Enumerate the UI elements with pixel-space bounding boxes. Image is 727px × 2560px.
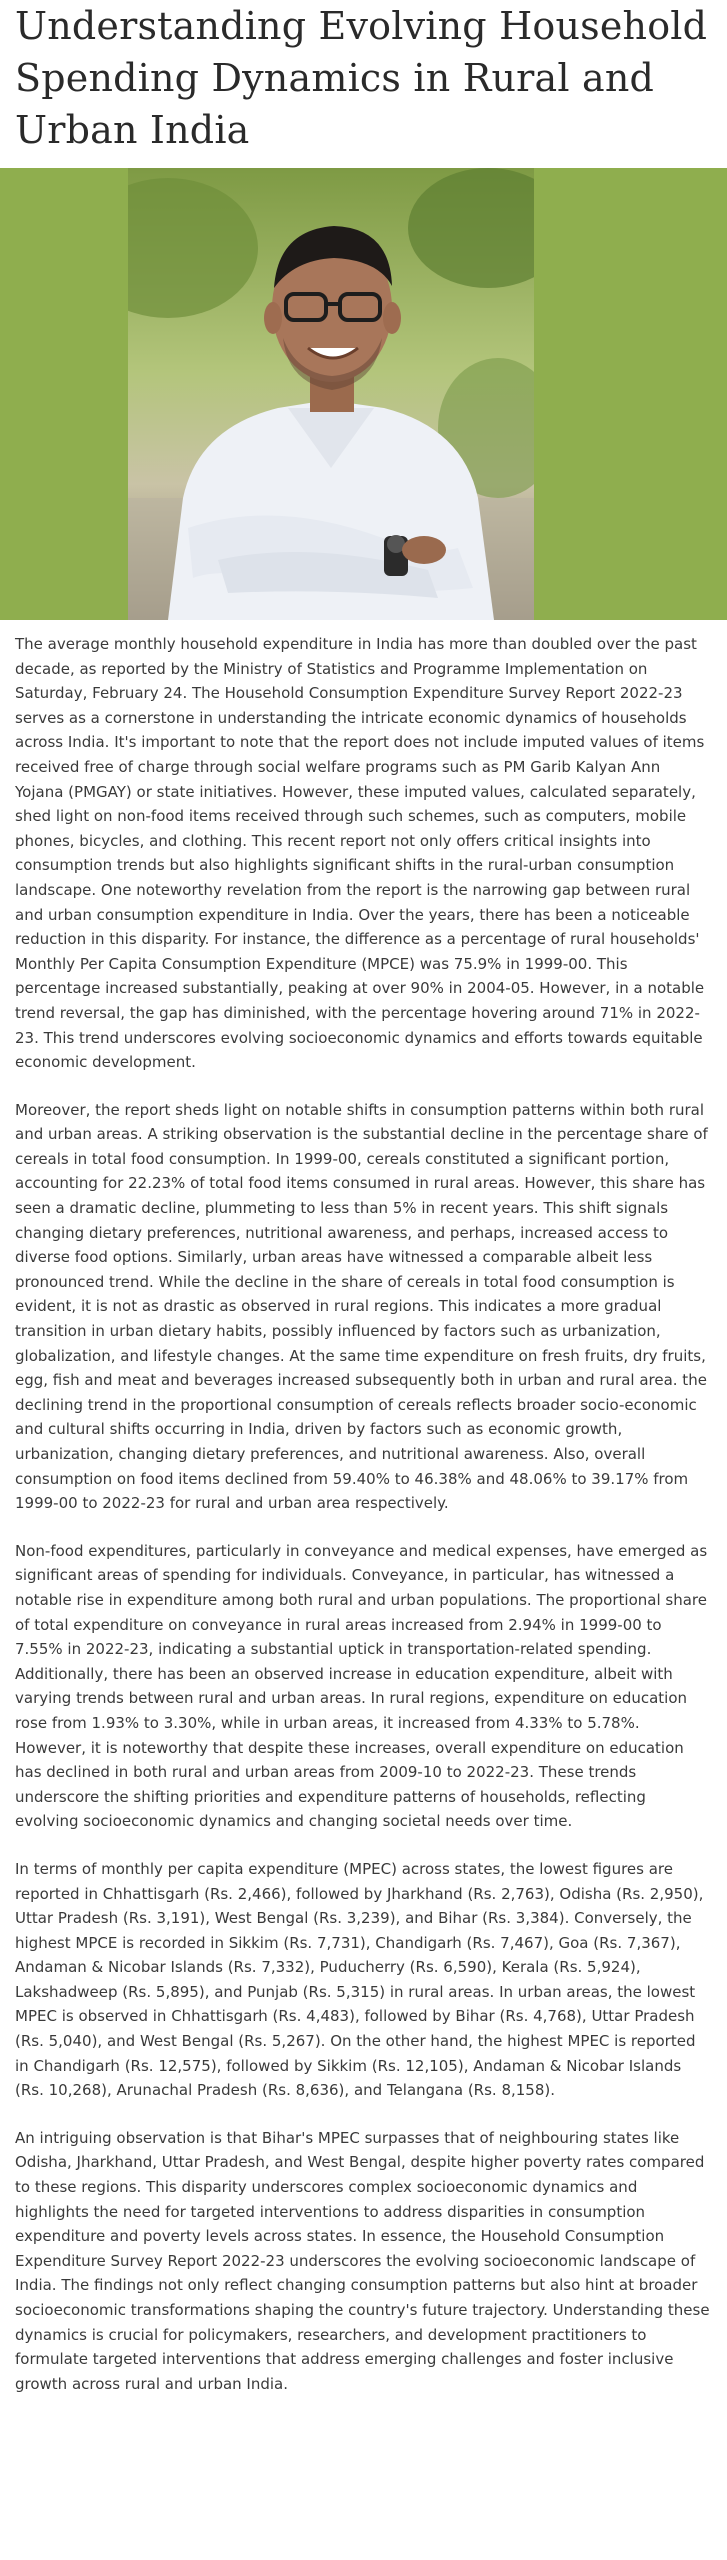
author-photo <box>0 168 727 620</box>
article-title: Understanding Evolving Household Spending Dynamics in Rural and Urban India <box>15 4 708 152</box>
paragraph: Non-food expenditures, particularly in conveyance and medical expenses, have emerged as significant areas of spending for individuals. Conveyance, in particular, has witnessed a notable rise in expenditure among both rural and urban populations. The proportional share of total expenditure on conveyance in rural areas increased from 2.94% in 1999-00 to 7.55% in 2022-23, indicating a substantial uptick in transportation-related spending. Additionally, there has been an observed increase in education expenditure, albeit with varying trends between rural and urban areas. In rural regions, expenditure on education rose from 1.93% to 3.30%, while in urban areas, it increased from 4.33% to 5.78%. However, it is noteworthy that despite these increases, overall expenditure on education has declined in both rural and urban areas from 2009-10 to 2022-23. These trends underscore the shifting priorities and expenditure patterns of households, reflecting evolving socioeconomic dynamics and changing societal needs over time. <box>15 1541 708 1831</box>
article-body <box>0 620 727 2396</box>
paragraph: Moreover, the report sheds light on notable shifts in consumption patterns within both rural and urban areas. A striking observation is the substantial decline in the percentage share of cereals in total food consumption. In 1999-00, cereals constituted a significant portion, accounting for 22.23% of total food items consumed in rural areas. However, this share has seen a dramatic decline, plummeting to less than 5% in recent years. This shift signals changing dietary preferences, nutritional awareness, and perhaps, increased access to diverse food options. Similarly, urban areas have witnessed a comparable albeit less pronounced trend. While the decline in the share of cereals in total food consumption is evident, it is not as drastic as observed in rural regions. This indicates a more gradual transition in urban dietary habits, possibly influenced by factors such as urbanization, globalization, and lifestyle changes. At the same time expenditure on fresh fruits, dry fruits, egg, fish and meat and beverages increased subsequently both in urban and rural area. the declining trend in the proportional consumption of cereals reflects broader socio-economic and cultural shifts occurring in India, driven by factors such as economic growth, urbanization, changing dietary preferences, and nutritional awareness. Also, overall consumption on food items declined from 59.40% to 46.38% and 48.06% to 39.17% from 1999-00 to 2022-23 for rural and urban area respectively. <box>15 1100 708 1513</box>
paragraph: In terms of monthly per capita expenditure (MPEC) across states, the lowest figures are reported in Chhattisgarh (Rs. 2,466), followed by Jharkhand (Rs. 2,763), Odisha (Rs. 2,950), Uttar Pradesh (Rs. 3,191), West Bengal (Rs. 3,239), and Bihar (Rs. 3,384). Conversely, the highest MPCE is recorded in Sikkim (Rs. 7,731), Chandigarh (Rs. 7,467), Goa (Rs. 7,367), Andaman & Nicobar Islands (Rs. 7,332), Puducherry (Rs. 6,590), Kerala (Rs. 5,924), Lakshadweep (Rs. 5,895), and Punjab (Rs. 5,315) in rural areas. In urban areas, the lowest MPEC is observed in Chhattisgarh (Rs. 4,483), followed by Bihar (Rs. 4,768), Uttar Pradesh (Rs. 5,040), and West Bengal (Rs. 5,267). On the other hand, the highest MPEC is reported in Chandigarh (Rs. 12,575), followed by Sikkim (Rs. 12,105), Andaman & Nicobar Islands (Rs. 10,268), Arunachal Pradesh (Rs. 8,636), and Telangana (Rs. 8,158). <box>15 1859 704 2100</box>
author-photo-frame <box>128 168 534 620</box>
portrait-illustration <box>128 168 534 620</box>
paragraph: The average monthly household expenditure in India has more than doubled over the past decade, as reported by the Ministry of Statistics and Programme Implementation on Saturday, February 24. The Household Consumption Expenditure Survey Report 2022-23 serves as a cornerstone in understanding the intricate economic dynamics of households across India. It's important to note that the report does not include imputed values of items received free of charge through social welfare programs such as PM Garib Kalyan Ann Yojana (PMGAY) or state initiatives. However, these imputed values, calculated separately, shed light on non-food items received through such schemes, such as computers, mobile phones, bicycles, and clothing. This recent report not only offers critical insights into consumption trends but also highlights significant shifts in the rural-urban consumption landscape. One noteworthy revelation from the report is the narrowing gap between rural and urban consumption expenditure in India. Over the years, there has been a noticeable reduction in this disparity. For instance, the difference as a percentage of rural households' Monthly Per Capita Consumption Expenditure (MPCE) was 75.9% in 1999-00. This percentage increased substantially, peaking at over 90% in 2004-05. However, in a notable trend reversal, the gap has diminished, with the percentage hovering around 71% in 2022-23. This trend underscores evolving socioeconomic dynamics and efforts towards equitable economic development. <box>15 635 705 1072</box>
paragraph: An intriguing observation is that Bihar's MPEC surpasses that of neighbouring states like Odisha, Jharkhand, Uttar Pradesh, and West Bengal, despite higher poverty rates compared to these regions. This disparity underscores complex socioeconomic dynamics and highlights the need for targeted interventions to address disparities in consumption expenditure and poverty levels across states. In essence, the Household Consumption Expenditure Survey Report 2022-23 underscores the evolving socioeconomic landscape of India. The findings not only reflect changing consumption patterns but also hint at broader socioeconomic transformations shaping the country's future trajectory. Understanding these dynamics is crucial for policymakers, researchers, and development practitioners to formulate targeted interventions that address emerging challenges and foster inclusive growth across rural and urban India. <box>15 2128 710 2393</box>
